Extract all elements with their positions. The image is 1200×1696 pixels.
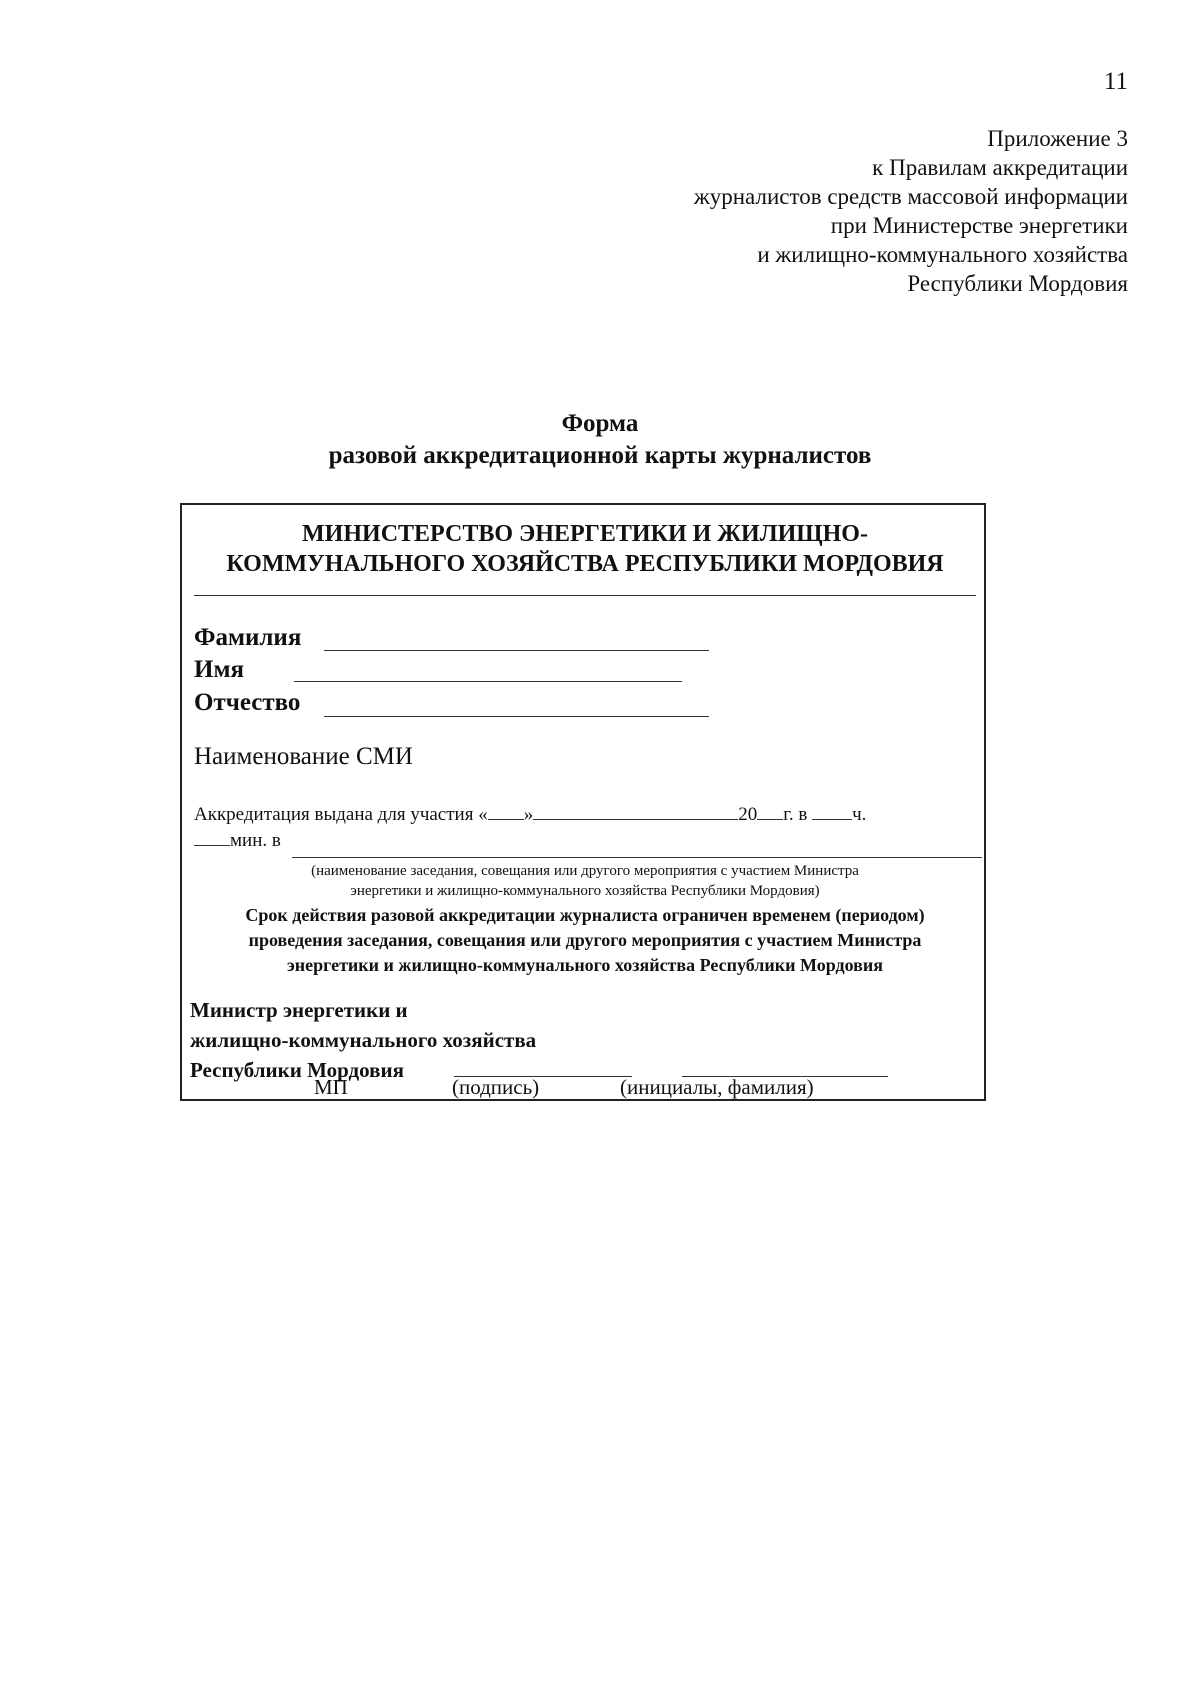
patronymic-blank[interactable] <box>324 716 709 717</box>
day-blank[interactable] <box>488 801 524 820</box>
validity-statement <box>182 903 988 978</box>
appendix-line: Приложение 3 <box>987 126 1128 151</box>
media-name-label: Наименование СМИ <box>194 743 413 770</box>
quote-close: » <box>523 804 534 825</box>
patronymic-field <box>194 688 300 718</box>
signature-label: (подпись) <box>452 1075 540 1099</box>
minutes-label: мин. в <box>230 830 281 851</box>
note-line-1: (наименование заседания, совещания или другого мероприятия с участием Министра <box>311 863 859 879</box>
appendix-line: при Министерстве энергетики <box>830 213 1128 238</box>
appendix-line: и жилищно-коммунального хозяйства <box>757 242 1128 267</box>
minister-title <box>190 995 536 1085</box>
surname-field <box>194 623 301 653</box>
validity-line-1: Срок действия разовой аккредитации журналиста ограничен временем (периодом) <box>245 905 925 925</box>
minister-line-1: Министр энергетики и <box>190 998 408 1022</box>
year-blank[interactable] <box>757 801 783 820</box>
appendix-block <box>608 124 1128 298</box>
event-name-blank[interactable] <box>292 857 982 858</box>
minutes-blank[interactable] <box>194 827 230 846</box>
page-number: 11 <box>1103 68 1128 95</box>
name-label: Имя <box>194 656 244 683</box>
ministry-header <box>182 519 988 579</box>
month-blank[interactable] <box>533 801 738 820</box>
title-line-1: Форма <box>561 410 639 437</box>
title-line-2: разовой аккредитационной карты журналистов <box>328 442 872 469</box>
surname-blank[interactable] <box>324 650 709 651</box>
year-suffix: г. в <box>783 804 808 825</box>
validity-line-3: энергетики и жилищно-коммунального хозяйства Республики Мордовия <box>287 955 883 975</box>
surname-label: Фамилия <box>194 624 302 651</box>
accreditation-card <box>180 503 986 1101</box>
accreditation-line-2 <box>194 827 281 852</box>
stamp-label: МП <box>314 1075 348 1099</box>
event-name-note <box>182 861 988 901</box>
appendix-line: к Правилам аккредитации <box>872 155 1128 180</box>
minister-line-3: Республики Мордовия <box>190 1058 404 1082</box>
hour-blank[interactable] <box>812 801 852 820</box>
validity-line-2: проведения заседания, совещания или другого мероприятия с участием Министра <box>248 930 922 950</box>
accreditation-line <box>194 801 984 826</box>
year-prefix: 20 <box>738 804 758 825</box>
ministry-line-2: КОММУНАЛЬНОГО ХОЗЯЙСТВА РЕСПУБЛИКИ МОРДОВИЯ <box>226 551 944 577</box>
ministry-underline <box>194 595 976 596</box>
appendix-line: журналистов средств массовой информации <box>693 184 1128 209</box>
note-line-2: энергетики и жилищно-коммунального хозяйства Республики Мордовия) <box>350 883 820 899</box>
name-field <box>194 655 244 685</box>
appendix-line: Республики Мордовия <box>907 271 1128 296</box>
name-blank[interactable] <box>294 681 682 682</box>
ministry-line-1: МИНИСТЕРСТВО ЭНЕРГЕТИКИ И ЖИЛИЩНО- <box>302 521 868 547</box>
accreditation-issued-for: Аккредитация выдана для участия « <box>194 804 488 825</box>
hour-label: ч. <box>852 804 867 825</box>
minister-line-2: жилищно-коммунального хозяйства <box>190 1028 537 1052</box>
patronymic-label: Отчество <box>194 689 301 716</box>
document-title <box>0 408 1200 472</box>
initials-label: (инициалы, фамилия) <box>620 1075 814 1099</box>
